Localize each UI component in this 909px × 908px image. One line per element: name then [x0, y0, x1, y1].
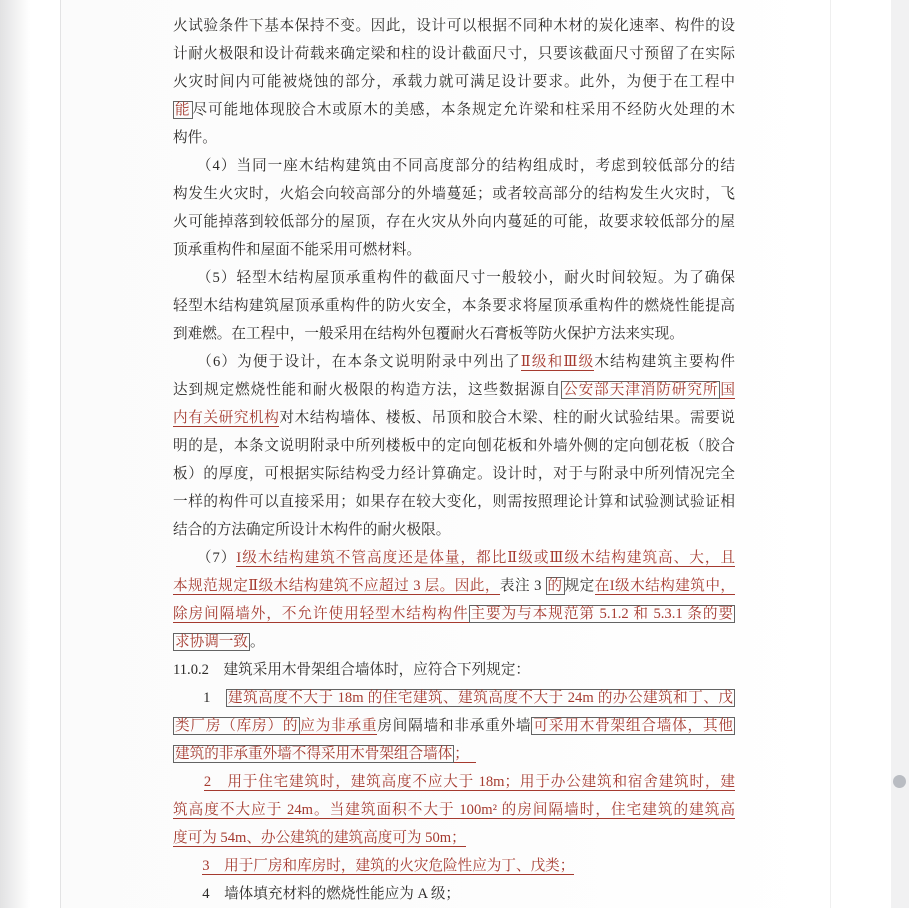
- inserted-text: I级木结构建筑不管高度还是体量，都比Ⅱ级或Ⅲ级木结构建筑高、大，且: [236, 550, 735, 566]
- page-left-edge-line: [60, 0, 61, 908]
- text-line: [173, 516, 735, 544]
- page-left-shadow: [0, 0, 30, 908]
- body-text: 木结构建筑主要构件: [594, 354, 735, 370]
- scrollbar-track[interactable]: [891, 0, 909, 908]
- body-text: 明的是，本条文说明附录中所列楼板中的定向刨花板和外墙外侧的定向刨花板（胶合: [173, 438, 735, 454]
- text-line: [173, 320, 735, 348]
- body-text: 构发生火灾时，火焰会向较高部分的外墙蔓延；或者较高部分的结构发生火灾时，飞: [173, 186, 735, 202]
- body-text: 构件。: [173, 130, 217, 146]
- text-line: [173, 852, 735, 880]
- body-text: （6）为便于设计，在本条文说明附录中列出了: [173, 354, 521, 370]
- text-line: [173, 768, 735, 796]
- body-text: （4）当同一座木结构建筑由不同高度部分的结构组成时，考虑到较低部分的结: [173, 158, 735, 174]
- boxed-revision-text: 可采用木骨架组合墙体，其他: [533, 718, 733, 734]
- text-line: [173, 572, 735, 600]
- text-line: [173, 40, 735, 68]
- text-line: [173, 264, 735, 292]
- scrollbar-thumb[interactable]: [893, 775, 906, 788]
- body-text: 板）的厚度，可根据实际结构受力经计算确定。设计时，对于与附录中所列情况完全: [173, 466, 735, 482]
- text-line: [173, 96, 735, 124]
- body-text: （5）轻型木结构屋顶承重构件的截面尺寸一般较小，耐火时间较短。为了确保: [173, 270, 735, 286]
- body-text: 顶承重构件和屋面不能采用可燃材料。: [173, 242, 422, 258]
- inserted-text: 内有关研究机构: [173, 410, 280, 426]
- inserted-text: 筑高度不大应于 24m。当建筑面积不大于 100m² 的房间隔墙时，住宅建筑的建筑高: [173, 802, 735, 818]
- body-text: 房间隔墙和非承重外墙: [377, 718, 532, 734]
- boxed-revision-text: 的: [547, 578, 563, 594]
- body-text: 。: [249, 634, 265, 650]
- inserted-text: 除房间隔墙外，不允许使用轻型木结构构件: [173, 606, 469, 622]
- boxed-revision-text: 类厂房（库房）的: [175, 718, 299, 734]
- text-line: [173, 12, 735, 40]
- body-text: 规定: [564, 578, 595, 594]
- body-text: 结合的方法确定所设计木构件的耐火极限。: [173, 522, 451, 538]
- text-line: [173, 292, 735, 320]
- text-line: [173, 796, 735, 824]
- text-line: [173, 544, 735, 572]
- body-text: 火可能掉落到较低部分的屋顶，存在火灾从外向内蔓延的可能，故要求较低部分的屋: [173, 214, 735, 230]
- body-text: 对木结构墙体、楼板、吊顶和胶合木梁、柱的耐火试验结果。需要说: [279, 410, 735, 426]
- body-text: 尽可能地体现胶合木或原木的美感，本条规定允许梁和柱采用不经防火处理的木: [192, 102, 735, 118]
- text-line: [173, 208, 735, 236]
- inserted-text: 3 用于厂房和库房时，建筑的火灾危险性应为丁、戊类；: [202, 858, 575, 874]
- body-text: 到难燃。在工程中，一般采用在结构外包覆耐火石膏板等防火保护方法来实现。: [173, 326, 684, 342]
- text-line: [173, 712, 735, 740]
- document-text: [173, 12, 735, 908]
- body-text: （7）: [173, 550, 237, 566]
- text-line: [173, 628, 735, 656]
- body-text: [173, 858, 202, 874]
- text-line: [173, 600, 735, 628]
- inserted-text: 2 用于住宅建筑时，建筑高度不应大于 18m；用于办公建筑和宿舍建筑时，建: [203, 774, 735, 790]
- body-text: 计耐火极限和设计荷载来确定梁和柱的设计截面尺寸，只要该截面尺寸预留了在实际: [173, 46, 735, 62]
- body-text: 4 墙体填充材料的燃烧性能应为 A 级；: [173, 886, 461, 902]
- text-line: [173, 656, 735, 684]
- body-text: 火试验条件下基本保持不变。因此，设计可以根据不同种木材的炭化速率、构件的设: [173, 18, 735, 34]
- body-text: 火灾时间内可能被烧蚀的部分，承载力就可满足设计要求。此外，为便于在工程中: [173, 74, 735, 90]
- text-line: [173, 488, 735, 516]
- body-text: 达到规定燃烧性能和耐火极限的构造方法，这些数据源自: [173, 382, 562, 398]
- body-text: 表注 3: [499, 578, 546, 594]
- boxed-revision-text: 能: [175, 102, 191, 118]
- text-line: [173, 152, 735, 180]
- text-line: [173, 824, 735, 852]
- text-line: [173, 376, 735, 404]
- body-text: 一样的构件可以直接采用；如果存在较大变化，则需按照理论计算和试验测试验证相: [173, 494, 735, 510]
- boxed-revision-text: 建筑的非承重外墙不得采用木骨架组合墙体: [175, 746, 453, 762]
- inserted-text: 国: [720, 382, 735, 398]
- text-line: [173, 348, 735, 376]
- inserted-text: Ⅱ级和Ⅲ级: [520, 354, 595, 370]
- text-line: [173, 180, 735, 208]
- inserted-text: 本规范规定Ⅱ级木结构建筑不应超过 3 层。因此，: [173, 578, 500, 594]
- page-right-edge-line: [830, 0, 831, 908]
- body-text: 11.0.2 建筑采用木骨架组合墙体时，应符合下列规定：: [173, 662, 531, 678]
- text-line: [173, 684, 735, 712]
- boxed-revision-text: 求协调一致: [175, 634, 248, 650]
- boxed-revision-text: 主要为与本规范第 5.1.2 和 5.3.1 条的要: [470, 606, 733, 622]
- inserted-text: 在I级木结构建筑中，: [594, 578, 735, 594]
- text-line: [173, 460, 735, 488]
- inserted-text: 度可为 54m、办公建筑的建筑高度可为 50m；: [173, 830, 466, 846]
- text-line: [173, 740, 735, 768]
- text-line: [173, 68, 735, 96]
- text-line: [173, 124, 735, 152]
- inserted-text: ；: [454, 746, 477, 762]
- text-line: [173, 236, 735, 264]
- body-text: [173, 774, 204, 790]
- body-text: 1: [173, 690, 226, 706]
- boxed-revision-text: 公安部天津消防研究所: [563, 382, 719, 398]
- text-line: [173, 404, 735, 432]
- boxed-revision-text: 建筑高度不大于 18m 的住宅建筑、建筑高度不大于 24m 的办公建筑和丁、戊: [228, 690, 733, 706]
- text-line: [173, 880, 735, 908]
- body-text: 轻型木结构建筑屋顶承重构件的防火安全，本条要求将屋顶承重构件的燃烧性能提高: [173, 298, 735, 314]
- text-line: [173, 432, 735, 460]
- inserted-text: 应为非承重: [300, 718, 378, 734]
